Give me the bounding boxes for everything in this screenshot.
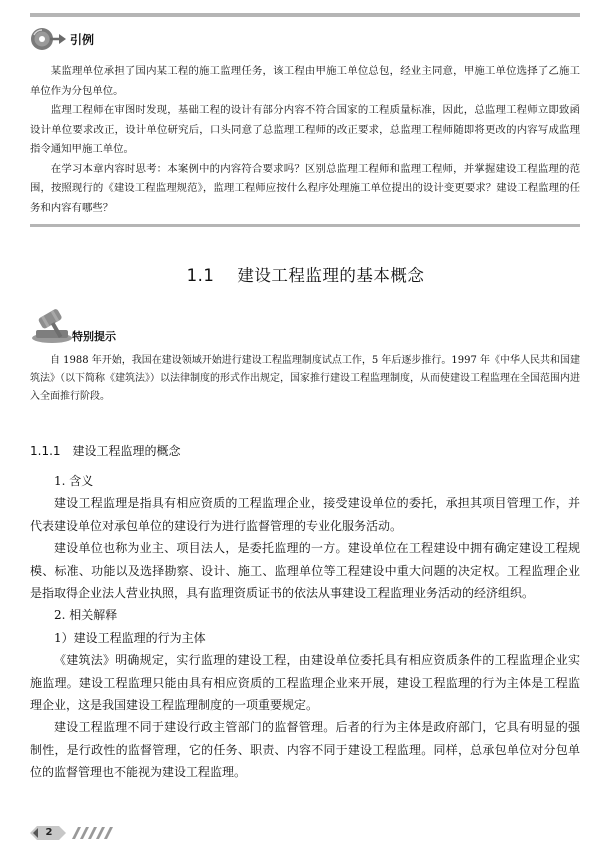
intro-label: 引例 xyxy=(70,32,95,47)
body-paragraph: 《建筑法》明确规定，实行监理的建设工程，由建设单位委托具有相应资质条件的工程监理企业实施监理。建设工程监理只能由具有相应资质的工程监理企业来开展，建设工程监理的行为主体是工程监理企业，这是我国建设工程监理制度的一项重要规定。 xyxy=(30,653,580,713)
intro-heading xyxy=(30,24,94,54)
body-paragraph: 建设工程监理不同于建设行政主管部门的监督管理。后者的行为主体是政府部门，它具有明显的强制性，是行政性的监督管理，它的任务、职责、内容不同于建设工程监理。同样，总承包单位对分包单位的监督管理也不能视为建设工程监理。 xyxy=(30,720,580,780)
body-heading: 2. 相关解释 xyxy=(54,608,118,623)
page-footer xyxy=(30,826,120,840)
page-number: 2 xyxy=(45,827,53,838)
body-paragraph: 建设工程监理是指具有相应资质的工程监理企业，接受建设单位的委托，承担其项目管理工作，并代表建设单位对承包单位的建设行为进行监督管理的专业化服务活动。 xyxy=(30,496,580,533)
body-paragraph: 建设单位也称为业主、项目法人，是委托监理的一方。建设单位在工程建设中拥有确定建设工程规模、标准、功能以及选择勘察、设计、施工、监理单位等工程建设中重大问题的决定权。工程监理企业是指取得企业法人营业执照，具有监理资质证书的依法从事建设工程监理业务活动的经济组织。 xyxy=(30,541,580,601)
footer-stripes-icon xyxy=(68,827,120,839)
intro-paragraph: 监理工程师在审图时发现，基础工程的设计有部分内容不符合国家的工程质量标准，因此，总监理工程师立即致函设计单位要求改正，设计单位研究后，口头同意了总监理工程师的改正要求，总监理工程师随即将更改的内容写成监理指令通知甲施工单位。 xyxy=(30,104,580,155)
special-note-text xyxy=(30,352,580,406)
subsection-title xyxy=(30,442,181,459)
body-heading: 1）建设工程监理的行为主体 xyxy=(54,630,206,645)
special-note-paragraph: 自 1988 年开始，我国在建设领域开始进行建设工程监理制度试点工作，5 年后逐步推行。1997 年《中华人民共和国建筑法》（以下简称《建筑法》）以法律制度的形式作出规定，国家推行建设工程监理制度，从而使建设工程监理在全国范围内进入全面推行阶段。 xyxy=(30,355,580,402)
section-number: 1.1 xyxy=(186,266,215,285)
intro-text xyxy=(30,62,580,218)
cd-arrow-icon xyxy=(30,26,68,52)
subsection-title-text: 建设工程监理的概念 xyxy=(72,444,181,458)
special-note-label: 特别提示 xyxy=(72,330,116,343)
top-rule xyxy=(30,13,580,17)
body-text xyxy=(30,470,580,784)
body-heading: 1. 含义 xyxy=(54,474,94,488)
page-number-badge xyxy=(30,826,66,840)
intro-paragraph: 在学习本章内容时思考：本案例中的内容符合要求吗？区别总监理工程师和监理工程师，并掌握建设工程监理的范围，按照现行的《建设工程监理规范》，监理工程师应按什么程序处理施工单位提出的设计变更要求？建设工程监理的任务和内容有哪些？ xyxy=(30,162,580,214)
section-rule xyxy=(30,224,580,227)
intro-paragraph: 某监理单位承担了国内某工程的施工监理任务，该工程由甲施工单位总包，经业主同意，甲施工单位选择了乙施工单位作为分包单位。 xyxy=(30,65,580,97)
section-title-text: 建设工程监理的基本概念 xyxy=(237,266,425,285)
section-title xyxy=(0,262,611,286)
special-note-heading xyxy=(30,306,190,346)
subsection-number: 1.1.1 xyxy=(30,444,61,458)
